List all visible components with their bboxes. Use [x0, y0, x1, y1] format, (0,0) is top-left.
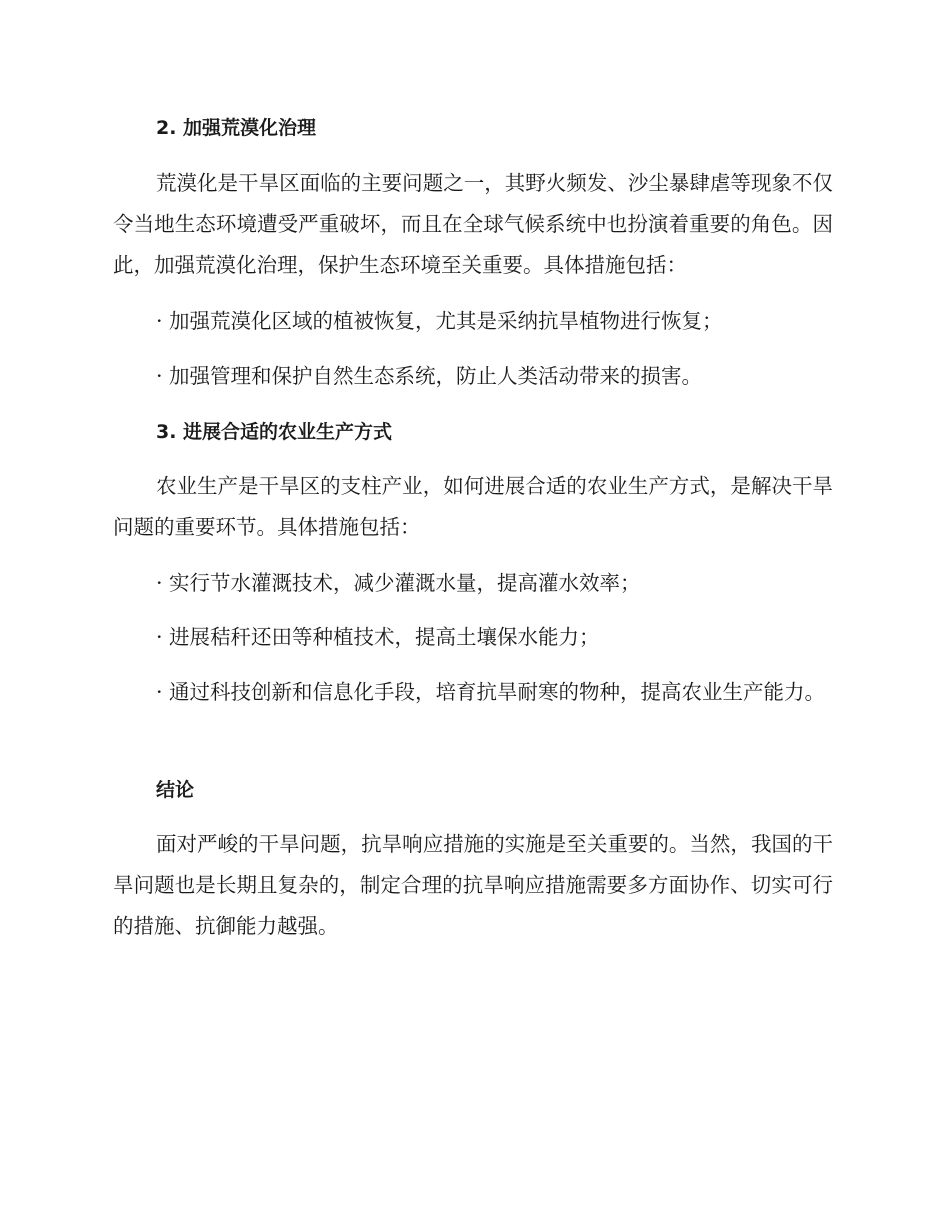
section-heading-conclusion: 结论 [156, 779, 195, 801]
section-heading-agriculture: 3. 进展合适的农业生产方式 [156, 421, 393, 443]
bullet-item: · 实行节水灌溉技术，减少灌溉水量，提高灌水效率； [156, 571, 641, 595]
bullet-item: · 加强荒漠化区域的植被恢复，尤其是采纳抗旱植物进行恢复； [156, 309, 723, 333]
bullet-item: · 进展秸秆还田等种植技术，提高土壤保水能力； [156, 625, 600, 649]
section-paragraph-desertification: 荒漠化是干旱区面临的主要问题之一，其野火频发、沙尘暴肆虐等现象不仅令当地生态环境遭受严重破坏，而且在全球气候系统中也扮演着重要的角色。因此，加强荒漠化治理，保护生态环境至关重要。具体措施包括： [113, 171, 833, 277]
section-paragraph-conclusion: 面对严峻的干旱问题，抗旱响应措施的实施是至关重要的。当然，我国的干旱问题也是长期且复杂的，制定合理的抗旱响应措施需要多方面协作、切实可行的措施、抗御能力越强。 [113, 832, 833, 938]
bullet-item: · 通过科技创新和信息化手段，培育抗旱耐寒的物种，提高农业生产能力。 [156, 680, 826, 704]
bullet-item: · 加强管理和保护自然生态系统，防止人类活动带来的损害。 [156, 364, 703, 388]
section-paragraph-agriculture: 农业生产是干旱区的支柱产业，如何进展合适的农业生产方式，是解决干旱问题的重要环节。具体措施包括： [113, 474, 833, 539]
section-heading-desertification: 2. 加强荒漠化治理 [156, 117, 317, 139]
